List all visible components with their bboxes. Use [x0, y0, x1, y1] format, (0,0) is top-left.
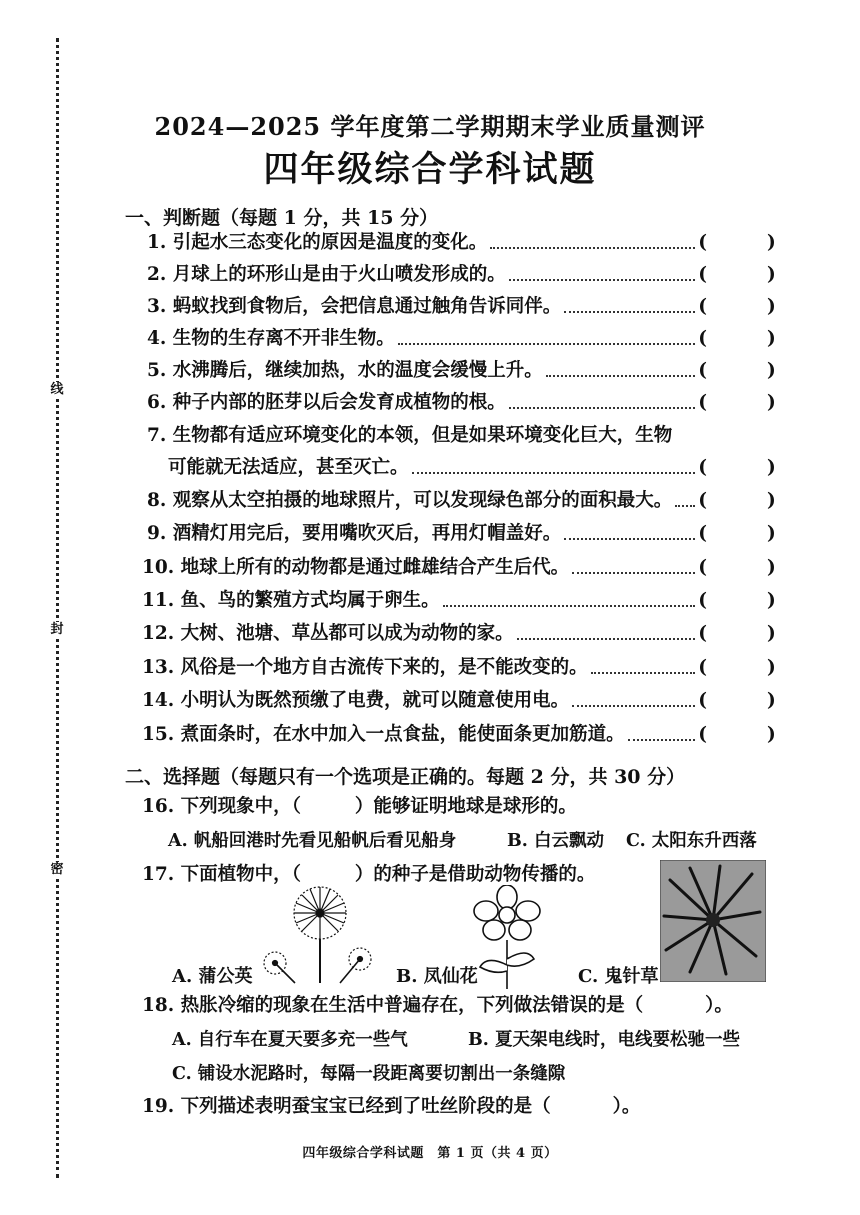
answer-blank-11[interactable]: ) [767, 590, 776, 611]
tf-item-13: 13. 风俗是一个地方自古流传下来的，是不能改变的。 ( [142, 657, 707, 678]
answer-blank-7[interactable]: ) [767, 457, 776, 478]
exam-subtitle: 四年级综合学科试题 [263, 149, 597, 190]
tf-item-1: 1. 引起水三态变化的原因是温度的变化。 ( [147, 232, 707, 253]
q16-option-b: B. 白云飘动 [507, 831, 604, 851]
tf-item-7: 可能就无法适应，甚至灭亡。 ( [168, 457, 707, 478]
q18-option-c: C. 铺设水泥路时，每隔一段距离要切割出一条缝隙 [172, 1064, 566, 1084]
tf-item-5: 5. 水沸腾后，继续加热，水的温度会缓慢上升。 ( [147, 360, 707, 381]
side-label-xian: 线 [50, 382, 64, 397]
balsam-flower-illustration [472, 885, 542, 990]
page-footer: 四年级综合学科试题 第 1 页（共 4 页） [302, 1146, 558, 1161]
answer-blank-12[interactable]: ) [767, 623, 776, 644]
binding-dotted-line [56, 38, 59, 1178]
section1-heading: 一、判断题（每题 1 分，共 15 分） [125, 207, 439, 229]
q18-option-a: A. 自行车在夏天要多充一些气 [172, 1030, 408, 1050]
answer-blank-8[interactable]: ) [767, 490, 776, 511]
q16-stem: 16. 下列现象中，（ ）能够证明地球是球形的。 [142, 796, 577, 817]
answer-blank-4[interactable]: ) [767, 328, 776, 349]
answer-blank-15[interactable]: ) [767, 724, 776, 745]
tf-item-3: 3. 蚂蚁找到食物后，会把信息通过触角告诉同伴。 ( [147, 296, 707, 317]
answer-blank-2[interactable]: ) [767, 264, 776, 285]
dandelion-illustration [255, 885, 385, 985]
tf-item-8: 8. 观察从太空拍摄的地球照片，可以发现绿色部分的面积最大。 ( [147, 490, 707, 511]
tf-item-6: 6. 种子内部的胚芽以后会发育成植物的根。 ( [147, 392, 707, 413]
tf-item-4: 4. 生物的生存离不开非生物。 ( [147, 328, 707, 349]
tf-item-7-line1: 7. 生物都有适应环境变化的本领，但是如果环境变化巨大，生物 [147, 425, 673, 446]
answer-blank-1[interactable]: ) [767, 232, 776, 253]
q17-option-c: C. 鬼针草 [578, 966, 659, 987]
exam-title: 2024—2025 学年度第二学期期末学业质量测评 [154, 112, 706, 141]
answer-blank-13[interactable]: ) [767, 657, 776, 678]
section2-heading: 二、选择题（每题只有一个选项是正确的。每题 2 分，共 30 分） [125, 766, 686, 788]
side-label-mi: 密 [50, 862, 64, 877]
tf-item-15: 15. 煮面条时，在水中加入一点食盐，能使面条更加筋道。 ( [142, 724, 707, 745]
q16-option-c: C. 太阳东升西落 [626, 831, 757, 851]
tf-item-2: 2. 月球上的环形山是由于火山喷发形成的。 ( [147, 264, 707, 285]
q17-option-a: A. 蒲公英 [172, 966, 253, 987]
answer-blank-6[interactable]: ) [767, 392, 776, 413]
q17-stem: 17. 下面植物中，（ ）的种子是借助动物传播的。 [142, 864, 596, 885]
tf-item-12: 12. 大树、池塘、草丛都可以成为动物的家。 ( [142, 623, 707, 644]
q18-stem: 18. 热胀冷缩的现象在生活中普遍存在，下列做法错误的是（ ）。 [142, 995, 733, 1016]
answer-blank-14[interactable]: ) [767, 690, 776, 711]
answer-blank-9[interactable]: ) [767, 523, 776, 544]
answer-blank-3[interactable]: ) [767, 296, 776, 317]
q16-option-a: A. 帆船回港时先看见船帆后看见船身 [168, 831, 457, 851]
answer-blank-5[interactable]: ) [767, 360, 776, 381]
answer-blank-10[interactable]: ) [767, 557, 776, 578]
side-label-feng: 封 [50, 622, 64, 637]
tf-item-10: 10. 地球上所有的动物都是通过雌雄结合产生后代。 ( [142, 557, 707, 578]
q18-option-b: B. 夏天架电线时，电线要松驰一些 [468, 1030, 740, 1050]
bidens-photo [660, 860, 766, 982]
tf-item-11: 11. 鱼、鸟的繁殖方式均属于卵生。 ( [142, 590, 707, 611]
q17-option-b: B. 凤仙花 [396, 966, 478, 987]
q19-stem: 19. 下列描述表明蚕宝宝已经到了吐丝阶段的是（ ）。 [142, 1096, 641, 1117]
tf-item-14: 14. 小明认为既然预缴了电费，就可以随意使用电。 ( [142, 690, 707, 711]
tf-item-9: 9. 酒精灯用完后，要用嘴吹灭后，再用灯帽盖好。 ( [147, 523, 707, 544]
